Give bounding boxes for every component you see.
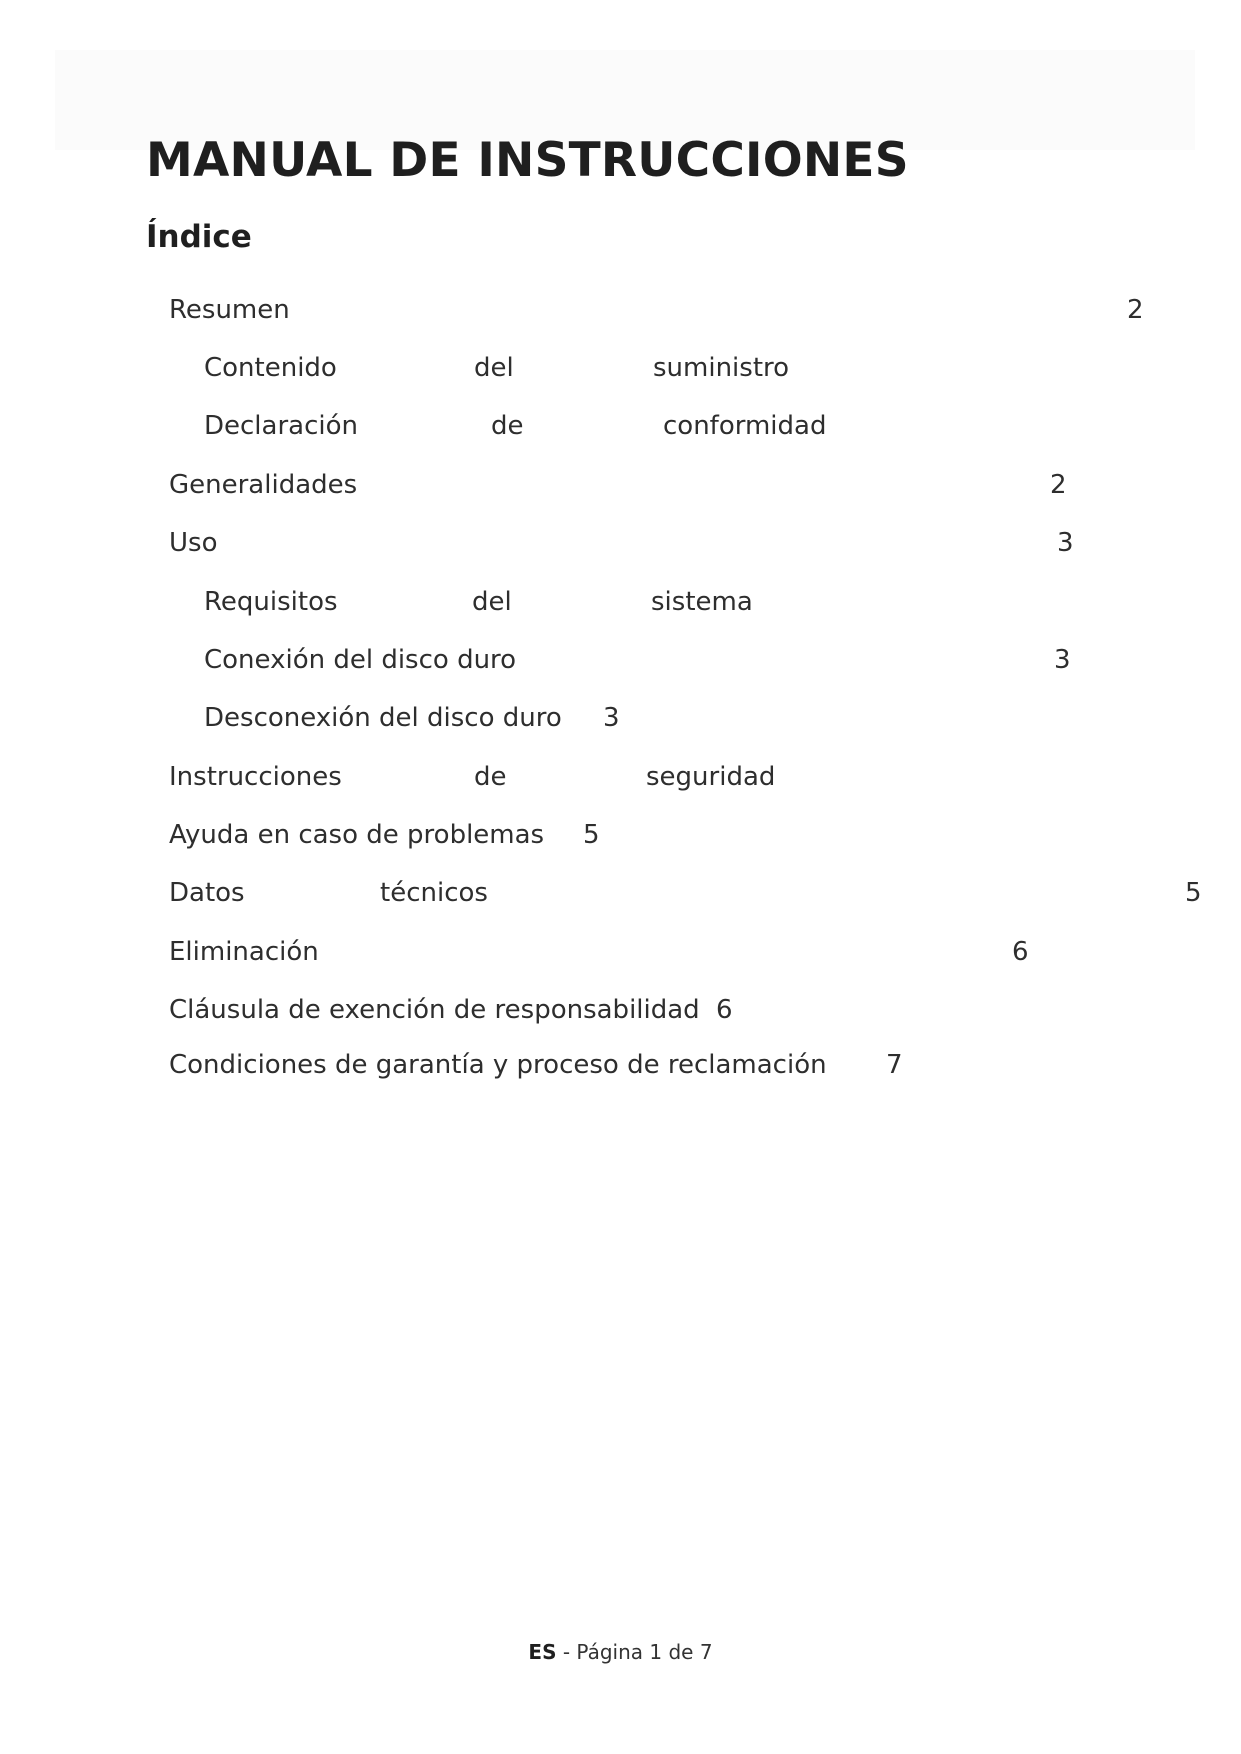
toc-page-number: 3 — [1057, 528, 1074, 558]
toc-page-number: 6 — [716, 995, 733, 1025]
toc-label: Conexión del disco duro — [204, 645, 517, 675]
toc-label: Ayuda en caso de problemas — [169, 820, 545, 850]
toc-label-word: Declaración — [204, 411, 358, 441]
toc-label-word: conformidad — [663, 411, 827, 441]
toc-label-word: de — [474, 762, 507, 792]
toc-page-number: 7 — [886, 1050, 903, 1080]
toc-page-number: 6 — [1012, 937, 1029, 967]
toc-label-word: de — [491, 411, 524, 441]
toc-label: Generalidades — [169, 470, 358, 500]
toc-page-number: 5 — [583, 820, 600, 850]
toc-label-word: técnicos — [380, 878, 488, 908]
toc-page-number: 3 — [603, 703, 620, 733]
toc-label-word: Instrucciones — [169, 762, 342, 792]
toc-label-word: Datos — [169, 878, 245, 908]
toc-label-word: suministro — [653, 353, 790, 383]
footer-language-code: ES — [528, 1640, 557, 1664]
toc-label-word: del — [472, 587, 512, 617]
page-footer — [0, 1640, 1241, 1664]
toc-page-number: 5 — [1185, 878, 1202, 908]
toc-label: Eliminación — [169, 937, 319, 967]
toc-label: Uso — [169, 528, 218, 558]
toc-label: Resumen — [169, 295, 290, 325]
toc-heading: Índice — [146, 219, 252, 255]
document-title: MANUAL DE INSTRUCCIONES — [146, 133, 909, 188]
toc-page-number: 2 — [1050, 470, 1067, 500]
toc-label: Desconexión del disco duro — [204, 703, 562, 733]
footer-page-indicator: - Página 1 de 7 — [556, 1640, 713, 1664]
toc-page-number: 3 — [1054, 645, 1071, 675]
toc-label-word: seguridad — [646, 762, 776, 792]
toc-page-number: 2 — [1127, 295, 1144, 325]
toc-label-word: del — [474, 353, 514, 383]
toc-label-word: Contenido — [204, 353, 337, 383]
toc-label: Condiciones de garantía y proceso de reclamación — [169, 1050, 827, 1080]
toc-label-word: sistema — [651, 587, 753, 617]
toc-label: Cláusula de exención de responsabilidad — [169, 995, 700, 1025]
toc-label-word: Requisitos — [204, 587, 338, 617]
